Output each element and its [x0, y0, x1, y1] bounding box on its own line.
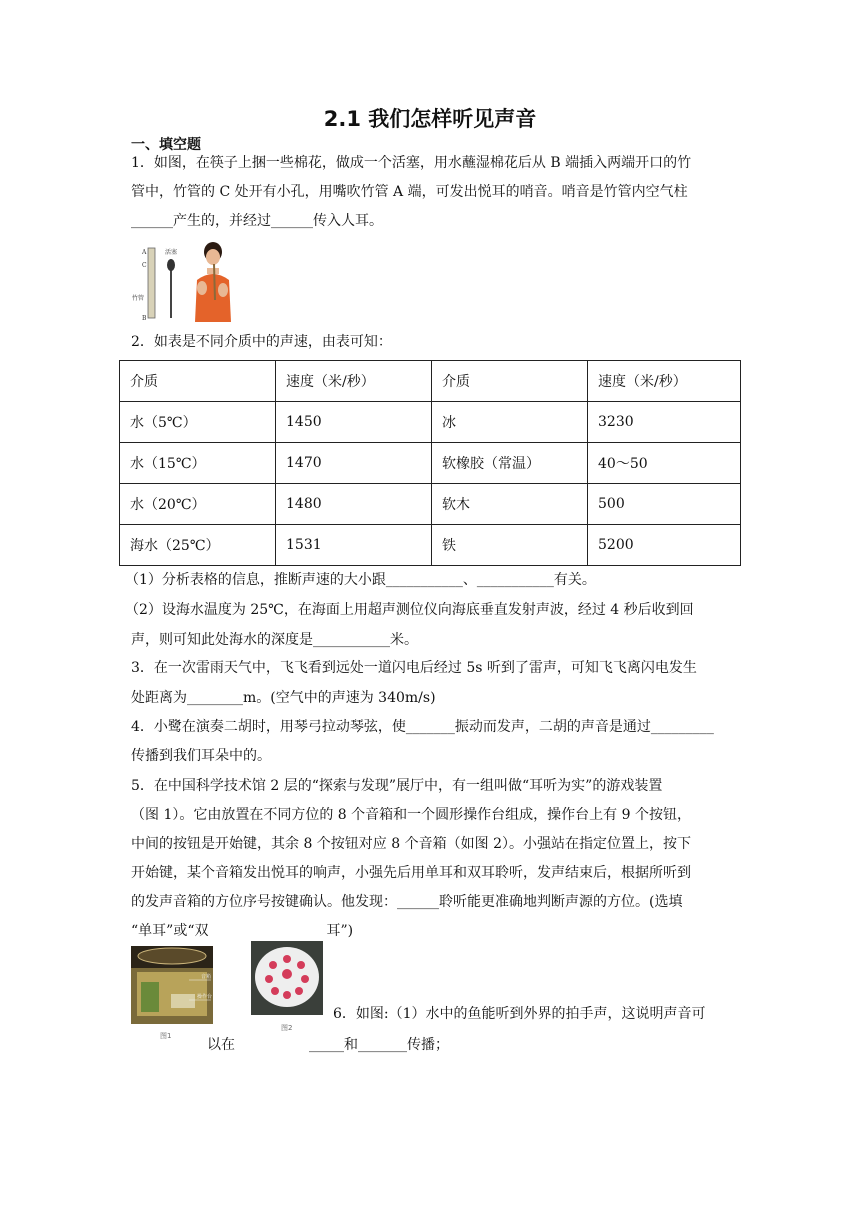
q6-end: 传播； [407, 1037, 449, 1053]
label-b: B [142, 315, 147, 322]
q1-figure [131, 240, 246, 322]
table-header-cell: 速度（米/秒） [276, 361, 432, 402]
figure-2-image [251, 941, 323, 1015]
q3-line-2-end: m。(空气中的声速为 340m/s) [243, 690, 436, 706]
figure-2-caption: 图2 [281, 1024, 293, 1032]
table-cell: 1450 [276, 402, 432, 443]
q5-line-6 [131, 921, 741, 941]
q1-line-1: 1．如图，在筷子上捆一些棉花，做成一个活塞，用水蘸湿棉花后从 B 端插入两端开口的竹 [131, 155, 692, 171]
q2-blank-1[interactable]: ___________ [385, 572, 463, 588]
table-cell: 3230 [588, 402, 741, 443]
table-cell: 1480 [276, 484, 432, 525]
q5-line-5 [131, 892, 741, 912]
q5-line-2: （图 1）。它由放置在不同方位的 8 个音箱和一个圆形操作台组成，操作台上有 9 个按钮， [131, 807, 691, 823]
q2-sub-2-text: 声，则可知此处海水的深度是 [131, 632, 313, 648]
table-cell: 500 [588, 484, 741, 525]
cotton-plug-shape [167, 259, 175, 271]
figure-1-caption: 图1 [160, 1032, 172, 1040]
table-cell: 5200 [588, 525, 741, 566]
q2-blank-2[interactable]: ___________ [476, 572, 554, 588]
q5-line-1: 5．在中国科学技术馆 2 层的“探索与发现”展厅中，有一组叫做“耳听为实”的游戏装置 [131, 778, 663, 794]
q6-line-1: 6．如图:（1）水中的鱼能听到外界的拍手声，这说明声音可 [333, 1006, 706, 1022]
sound-speed-table [119, 360, 741, 566]
figure-1-image [131, 946, 213, 1024]
girl-blowing-whistle-image [195, 242, 231, 322]
q5-line-5-end: 聆听能更准确地判断声源的方位。(选填 [439, 894, 683, 910]
table-cell: 1531 [276, 525, 432, 566]
label-speaker: 音箱 [201, 974, 212, 980]
q2-sub-1-sep: 、 [462, 572, 477, 588]
table-cell: 水（15℃） [120, 443, 276, 484]
table-header-cell: 介质 [120, 361, 276, 402]
table-cell: 水（5℃） [120, 402, 276, 443]
q4-line-1-text: 4．小鹭在演奏二胡时，用琴弓拉动琴弦，使 [131, 719, 406, 735]
table-cell: 冰 [432, 402, 588, 443]
q1-blank-2[interactable]: ______ [271, 213, 313, 229]
table-row [120, 525, 741, 566]
table-cell: 水（20℃） [120, 484, 276, 525]
q4-line-1-mid: 振动而发声，二胡的声音是通过 [454, 719, 651, 735]
table-cell: 海水（25℃） [120, 525, 276, 566]
table-cell: 软橡胶（常温） [432, 443, 588, 484]
q5-line-6-end: 耳”) [326, 923, 354, 939]
label-console: 操作台 [197, 994, 213, 1000]
label-plug: 活塞 [165, 249, 178, 256]
q1-line-3 [131, 211, 741, 231]
table-row [120, 443, 741, 484]
q6-blank-2[interactable]: _______ [358, 1037, 407, 1053]
q3-blank[interactable]: ________ [187, 690, 243, 706]
label-a: A [142, 249, 147, 256]
q2-sub-1-text: （1）分析表格的信息，推断声速的大小跟 [125, 572, 386, 588]
table-cell: 铁 [432, 525, 588, 566]
label-c: C [142, 262, 147, 269]
q2-blank-3[interactable]: ___________ [313, 632, 390, 648]
section-heading: 一、填空题 [131, 137, 201, 153]
q2-sub-1-end: 有关。 [553, 572, 596, 588]
table-cell: 软木 [432, 484, 588, 525]
table-cell: 1470 [276, 443, 432, 484]
q6-blank-1[interactable]: _____ [309, 1037, 344, 1053]
q4-line-2: 传播到我们耳朵中的。 [131, 748, 271, 764]
q2-sub-2-end: 米。 [390, 632, 418, 648]
q4-blank-2[interactable]: _________ [650, 719, 714, 735]
q5-blank[interactable]: ______ [397, 894, 439, 910]
q6-line-2-start: 以在 [207, 1037, 235, 1053]
q2-intro: 2．如表是不同介质中的声速，由表可知： [131, 334, 392, 350]
q3-line-2 [131, 688, 741, 708]
q2-sub-2-line-1: （2）设海水温度为 25℃，在海面上用超声测位仪向海底垂直发射声波，经过 4 秒后收到回 [125, 602, 694, 618]
table-header-cell: 介质 [432, 361, 588, 402]
bamboo-whistle-figure [131, 240, 246, 322]
bamboo-tube-shape [148, 248, 155, 318]
table-row [120, 484, 741, 525]
q5-line-4: 开始键，某个音箱发出悦耳的响声，小强先后用单耳和双耳聆听，发声结束后，根据所听到 [131, 865, 691, 881]
q1-blank-1[interactable]: ______ [131, 213, 173, 229]
table-row [120, 402, 741, 443]
q2-sub-2-line-2 [131, 630, 741, 650]
q5-line-3: 中间的按钮是开始键，其余 8 个按钮对应 8 个音箱（如图 2）。小强站在指定位置上，按下 [131, 836, 691, 852]
q4-line-1 [131, 717, 741, 737]
table-cell: 40～50 [588, 443, 741, 484]
q1-line-2: 管中，竹管的 C 处开有小孔，用嘴吹竹管 A 端，可发出悦耳的哨音。哨音是竹管内空气柱 [131, 184, 688, 200]
q6-mid: 和 [344, 1037, 358, 1053]
q6-line-2 [309, 1035, 449, 1055]
q5-line-5-text: 的发声音箱的方位序号按键确认。他发现： [131, 894, 397, 910]
q5-line-6-text: “单耳”或“双 [131, 923, 209, 939]
page-title: 2.1 我们怎样听见声音 [323, 107, 537, 131]
table-header-row [120, 361, 741, 402]
label-tube: 竹管 [132, 295, 145, 302]
q1-line-3-end: 传入人耳。 [313, 213, 383, 229]
q4-blank-1[interactable]: _______ [405, 719, 455, 735]
q3-line-2-text: 处距离为 [131, 690, 187, 706]
table-header-cell: 速度（米/秒） [588, 361, 741, 402]
q2-sub-1 [125, 570, 735, 590]
q1-line-3-mid: 产生的，并经过 [173, 213, 271, 229]
q3-line-1: 3．在一次雷雨天气中，飞飞看到远处一道闪电后经过 5s 听到了雷声，可知飞飞离闪电发生 [131, 660, 697, 676]
